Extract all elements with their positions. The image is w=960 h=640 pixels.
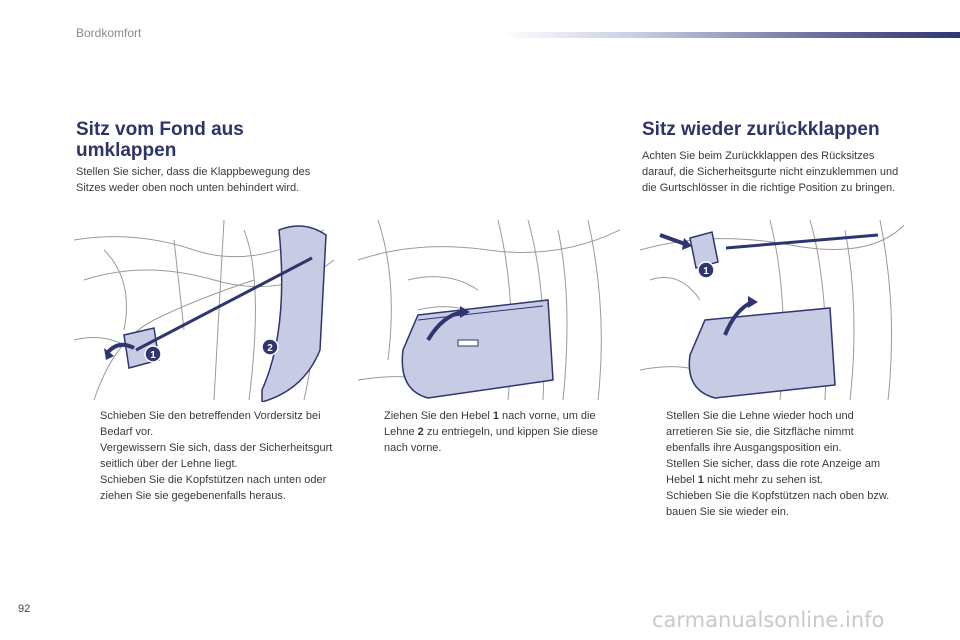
figure-seat-fold-lever xyxy=(74,220,338,402)
list-item: Schieben Sie den betreffenden Vordersitz bei Bedarf vor. xyxy=(100,410,321,438)
watermark: carmanualsonline.info xyxy=(652,608,885,632)
list-item: Stellen Sie sicher, dass die rote Anzeige am Hebel 1 nicht mehr zu sehen ist. xyxy=(666,458,881,486)
callout-2-label: 2 xyxy=(267,343,273,354)
right-intro: Achten Sie beim Zurückklappen des Rücksitzes darauf, die Sicherheitsgurte nicht einzuklemmen und die Gurtschlösser in die richtige Position zu bringen. xyxy=(642,150,899,194)
list-item: Schieben Sie die Kopfstützen nach oben bzw. bauen Sie sie wieder ein. xyxy=(666,490,890,518)
list-item: Stellen Sie die Lehne wieder hoch und arretieren Sie sie, die Sitzfläche nimmt ebenfalls ihre Ausgangsposition ein. xyxy=(666,410,854,454)
page-number: 92 xyxy=(18,603,31,615)
right-bullet-list xyxy=(642,408,898,520)
figure-seat-tipped-forward xyxy=(358,220,620,402)
list-item: Vergewissern Sie sich, dass der Sicherheitsgurt seitlich über der Lehne liegt. xyxy=(100,442,333,470)
right-title: Sitz wieder zurückklappen xyxy=(642,119,880,140)
callout-1-icon xyxy=(698,262,714,278)
header-gradient-bar xyxy=(500,32,960,38)
callout-1-label: 1 xyxy=(150,350,156,361)
callout-1-label: 1 xyxy=(703,266,709,277)
list-item: Ziehen Sie den Hebel 1 nach vorne, um die Lehne 2 zu entriegeln, und kippen Sie diese nach vorne. xyxy=(384,410,599,454)
callout-1-icon xyxy=(145,346,161,362)
callout-2-icon xyxy=(262,339,278,355)
middle-bullet-list xyxy=(360,408,616,456)
list-item: Schieben Sie die Kopfstützen nach unten oder ziehen Sie sie gegebenenfalls heraus. xyxy=(100,474,327,502)
figure-seat-returned xyxy=(640,220,904,402)
left-intro: Stellen Sie sicher, dass die Klappbewegung des Sitzes weder oben noch unten behindert wird. xyxy=(76,166,311,194)
left-bullet-list xyxy=(76,408,342,504)
section-label: Bordkomfort xyxy=(76,26,142,40)
left-title: Sitz vom Fond aus umklappen xyxy=(76,119,244,161)
